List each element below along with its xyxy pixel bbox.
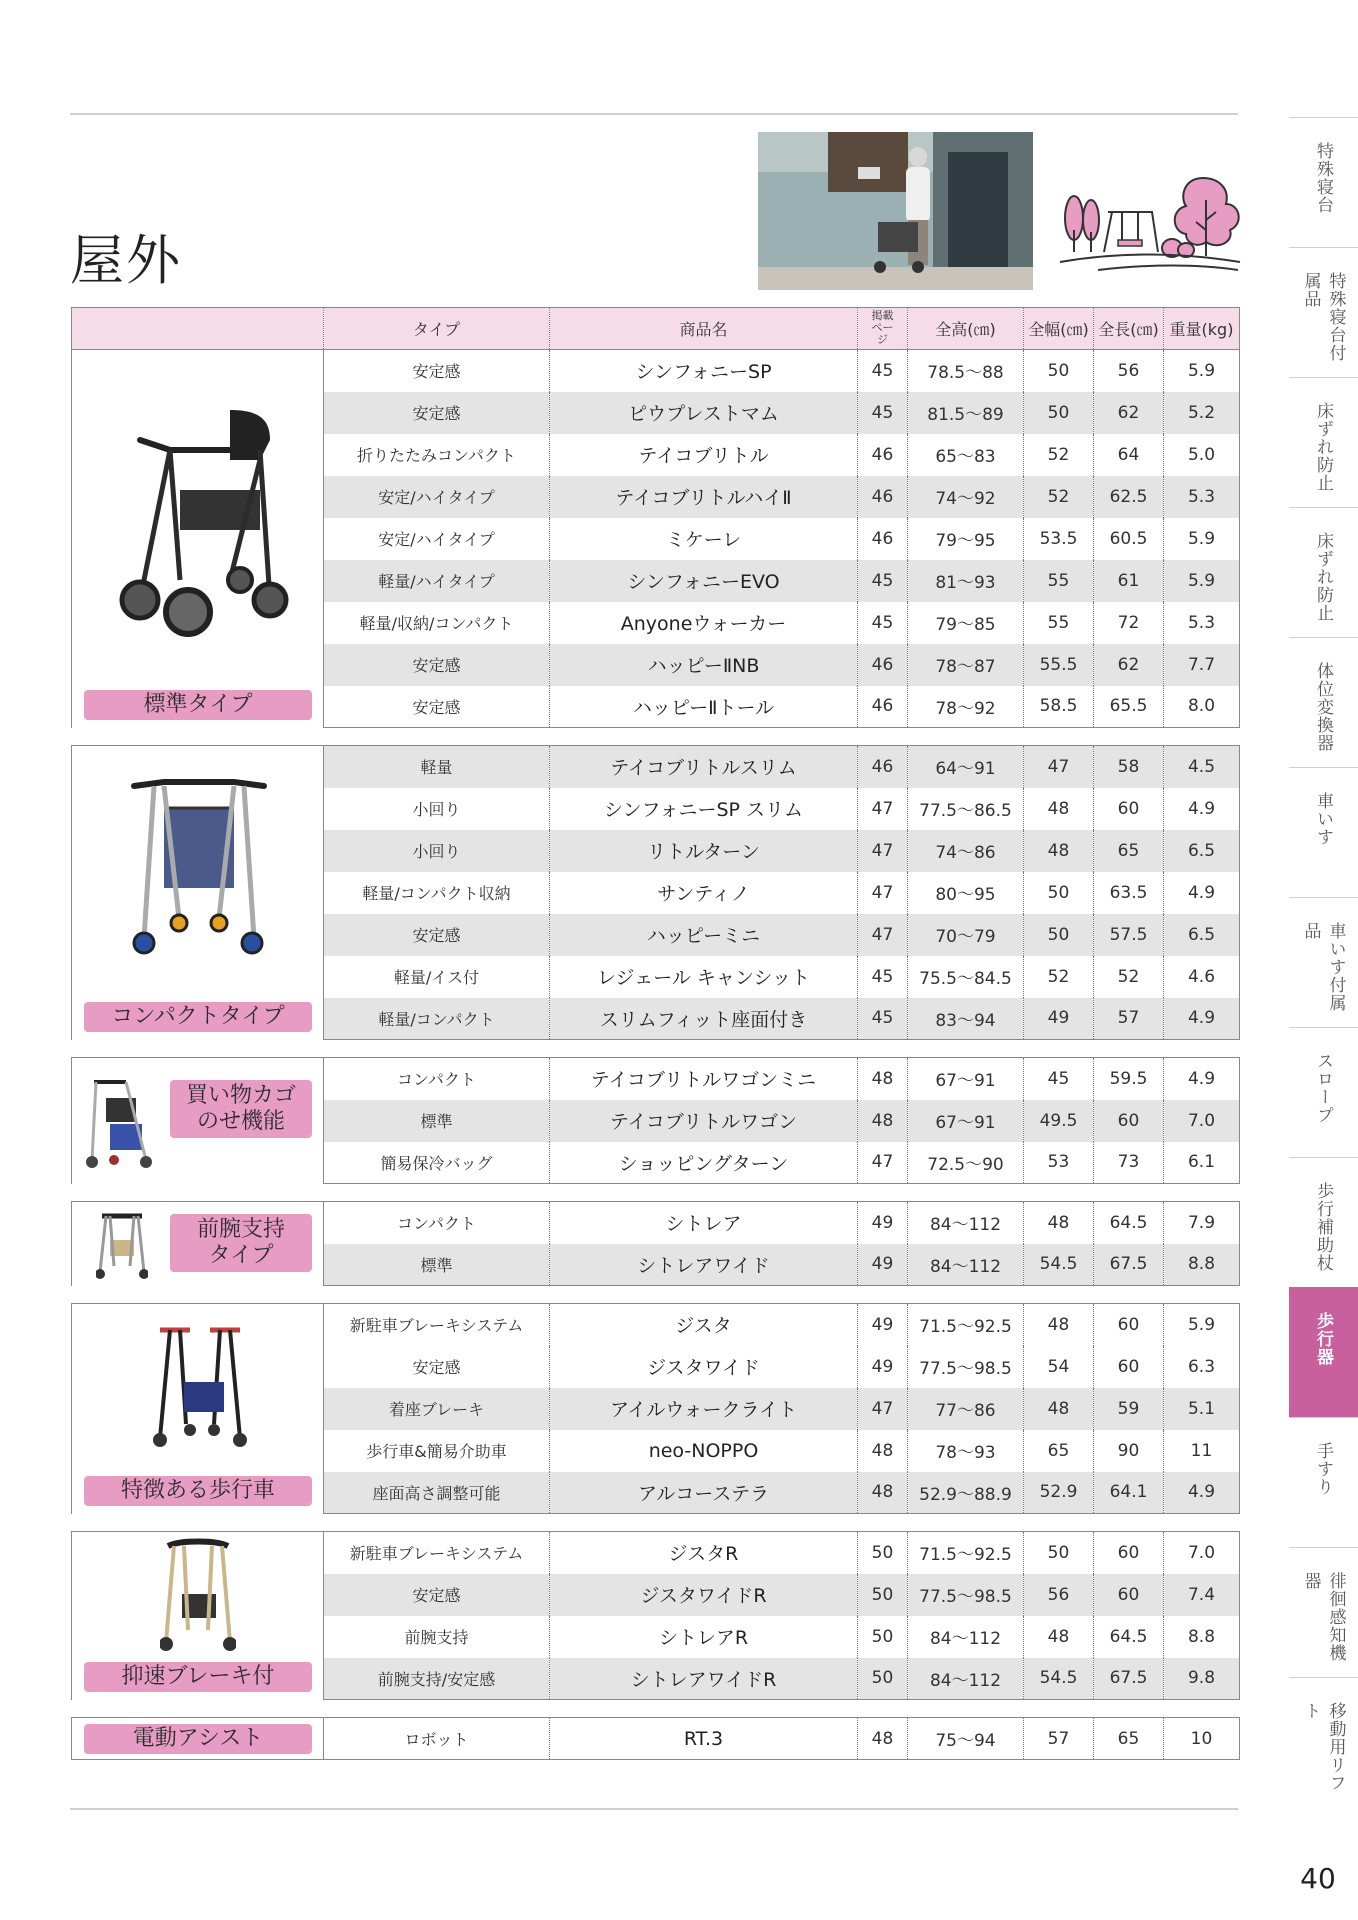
tab-handrail[interactable]: 手すり: [1289, 1417, 1358, 1547]
table-row: 抑速ブレーキ付 新駐車ブレーキシステム ジスタR 50 71.5〜92.5 50 60 7.0: [72, 1532, 1240, 1574]
spec-table: [71, 307, 1240, 1760]
table-row: 前腕支持 タイプ コンパクト シトレア 49 84〜112 48 64.5 7.9: [72, 1202, 1240, 1244]
table-row: 標準 シトレアワイド 49 84〜112 54.5 67.5 8.8: [72, 1244, 1240, 1286]
table-row: 着座ブレーキ アイルウォークライト 47 77〜86 48 59 5.1: [72, 1388, 1240, 1430]
tab-wandering-sensor[interactable]: 徘徊感知機器: [1289, 1547, 1358, 1677]
category-cell: [72, 1718, 324, 1760]
table-row: 標準タイプ 安定感 シンフォニーSP 45 78.5〜88 50 56 5.9: [72, 350, 1240, 392]
page-number: 40: [1300, 1862, 1336, 1895]
category-badge: コンパクトタイプ: [84, 1002, 312, 1032]
tab-bedsore-prevention-2[interactable]: 床ずれ防止: [1289, 507, 1358, 637]
header-type: タイプ: [324, 308, 550, 350]
table-row: 安定感 ハッピーⅡトール 46 78〜92 58.5 65.5 8.0: [72, 686, 1240, 728]
tab-special-bed-accessories[interactable]: 特殊寝台付属品: [1289, 247, 1358, 377]
table-row: 安定感 ジスタワイド 49 77.5〜98.5 54 60 6.3: [72, 1346, 1240, 1388]
table-row: 簡易保冷バッグ ショッピングターン 47 72.5〜90 53 73 6.1: [72, 1142, 1240, 1184]
header-height: 全高(㎝): [908, 308, 1024, 350]
tab-wheelchair[interactable]: 車いす: [1289, 767, 1358, 897]
group-shopping: [72, 1058, 1240, 1202]
table-row: 安定感 ジスタワイドR 50 77.5〜98.5 56 60 7.4: [72, 1574, 1240, 1616]
table-row: 安定感 ハッピーミニ 47 70〜79 50 57.5 6.5: [72, 914, 1240, 956]
table-row: 特徴ある歩行車 新駐車ブレーキシステム ジスタ 49 71.5〜92.5 48 60 5.9: [72, 1304, 1240, 1346]
category-cell: [72, 1304, 324, 1514]
header-name: 商品名: [550, 308, 858, 350]
walker-special-image: [150, 1320, 250, 1450]
table-row: 安定感 ピウプレストマム 45 81.5〜89 50 62 5.2: [72, 392, 1240, 434]
table-row: 前腕支持 シトレアR 50 84〜112 48 64.5 8.8: [72, 1616, 1240, 1658]
walker-standard-image: [110, 400, 290, 640]
hero-photo: [758, 132, 1033, 290]
tab-walking-cane[interactable]: 歩行補助杖: [1289, 1157, 1358, 1287]
table-row: 座面高さ調整可能 アルコーステラ 48 52.9〜88.9 52.9 64.1 4.9: [72, 1472, 1240, 1514]
table-row: 買い物カゴ のせ機能 コンパクト テイコブリトルワゴンミニ 48 67〜91 45 59.5 4.9: [72, 1058, 1240, 1100]
table-row: 歩行車&簡易介助車 neo-NOPPO 48 78〜93 65 90 11: [72, 1430, 1240, 1472]
category-badge: 抑速ブレーキ付: [84, 1662, 312, 1692]
category-cell: [72, 1202, 324, 1286]
header-width: 全幅(㎝): [1024, 308, 1094, 350]
category-badge: 電動アシスト: [84, 1724, 312, 1754]
walker-forearm-image: [96, 1210, 148, 1280]
tab-walker[interactable]: 歩行器: [1289, 1287, 1358, 1417]
page-title: 屋外: [70, 229, 182, 292]
table-row: コンパクトタイプ 軽量 テイコブリトルスリム 46 64〜91 47 58 4.5: [72, 746, 1240, 788]
table-row: 安定/ハイタイプ ミケーレ 46 79〜95 53.5 60.5 5.9: [72, 518, 1240, 560]
tab-special-bed[interactable]: 特殊寝台: [1289, 117, 1358, 247]
top-rule: [70, 113, 1238, 115]
table-row: 安定感 ハッピーⅡNB 46 78〜87 55.5 62 7.7: [72, 644, 1240, 686]
table-row: 軽量/ハイタイプ シンフォニーEVO 45 81〜93 55 61 5.9: [72, 560, 1240, 602]
bottom-rule: [70, 1808, 1238, 1810]
category-cell: [72, 1532, 324, 1700]
table-row: 前腕支持/安定感 シトレアワイドR 50 84〜112 54.5 67.5 9.8: [72, 1658, 1240, 1700]
group-compact: [72, 746, 1240, 1058]
table-row: 標準 テイコブリトルワゴン 48 67〜91 49.5 60 7.0: [72, 1100, 1240, 1142]
tab-transfer-lift[interactable]: 移動用リフト: [1289, 1677, 1358, 1807]
table-header: [72, 308, 1240, 350]
table-row: 折りたたみコンパクト テイコブリトル 46 65〜83 52 64 5.0: [72, 434, 1240, 476]
header-length: 全長(㎝): [1094, 308, 1164, 350]
table-row: 電動アシスト ロボット RT.3 48 75〜94 57 65 10: [72, 1718, 1240, 1760]
walker-shopping-image: [86, 1074, 158, 1170]
group-brake: [72, 1532, 1240, 1718]
tab-position-changer[interactable]: 体位変換器: [1289, 637, 1358, 767]
side-tabs: [1289, 117, 1358, 1807]
group-forearm: [72, 1202, 1240, 1304]
header-corner: [72, 308, 324, 350]
walker-compact-image: [124, 768, 274, 968]
header-page: 掲載ページ: [858, 308, 908, 350]
category-badge: 買い物カゴ のせ機能: [170, 1080, 312, 1138]
tab-bedsore-prevention-1[interactable]: 床ずれ防止: [1289, 377, 1358, 507]
category-badge: 特徴ある歩行車: [84, 1476, 312, 1506]
table-row: 軽量/コンパクト スリムフィット座面付き 45 83〜94 49 57 4.9: [72, 998, 1240, 1040]
table-row: 軽量/コンパクト収納 サンティノ 47 80〜95 50 63.5 4.9: [72, 872, 1240, 914]
group-special: [72, 1304, 1240, 1532]
table-row: 軽量/イス付 レジェール キャンシット 45 75.5〜84.5 52 52 4.6: [72, 956, 1240, 998]
table-row: 小回り リトルターン 47 74〜86 48 65 6.5: [72, 830, 1240, 872]
category-badge: 標準タイプ: [84, 690, 312, 720]
tab-wheelchair-accessories[interactable]: 車いす付属品: [1289, 897, 1358, 1027]
table-row: 安定/ハイタイプ テイコブリトルハイⅡ 46 74〜92 52 62.5 5.3: [72, 476, 1240, 518]
category-cell: [72, 746, 324, 1040]
group-electric: [72, 1718, 1240, 1760]
category-cell: [72, 350, 324, 728]
category-cell: [72, 1058, 324, 1184]
table-row: 小回り シンフォニーSP スリム 47 77.5〜86.5 48 60 4.9: [72, 788, 1240, 830]
header-weight: 重量(kg): [1164, 308, 1240, 350]
category-badge: 前腕支持 タイプ: [170, 1214, 312, 1272]
park-icon: [1058, 170, 1242, 290]
tab-slope[interactable]: スロープ: [1289, 1027, 1358, 1157]
table-row: 軽量/収納/コンパクト Anyoneウォーカー 45 79〜85 55 72 5.3: [72, 602, 1240, 644]
group-standard: [72, 350, 1240, 746]
walker-brake-image: [160, 1538, 236, 1654]
